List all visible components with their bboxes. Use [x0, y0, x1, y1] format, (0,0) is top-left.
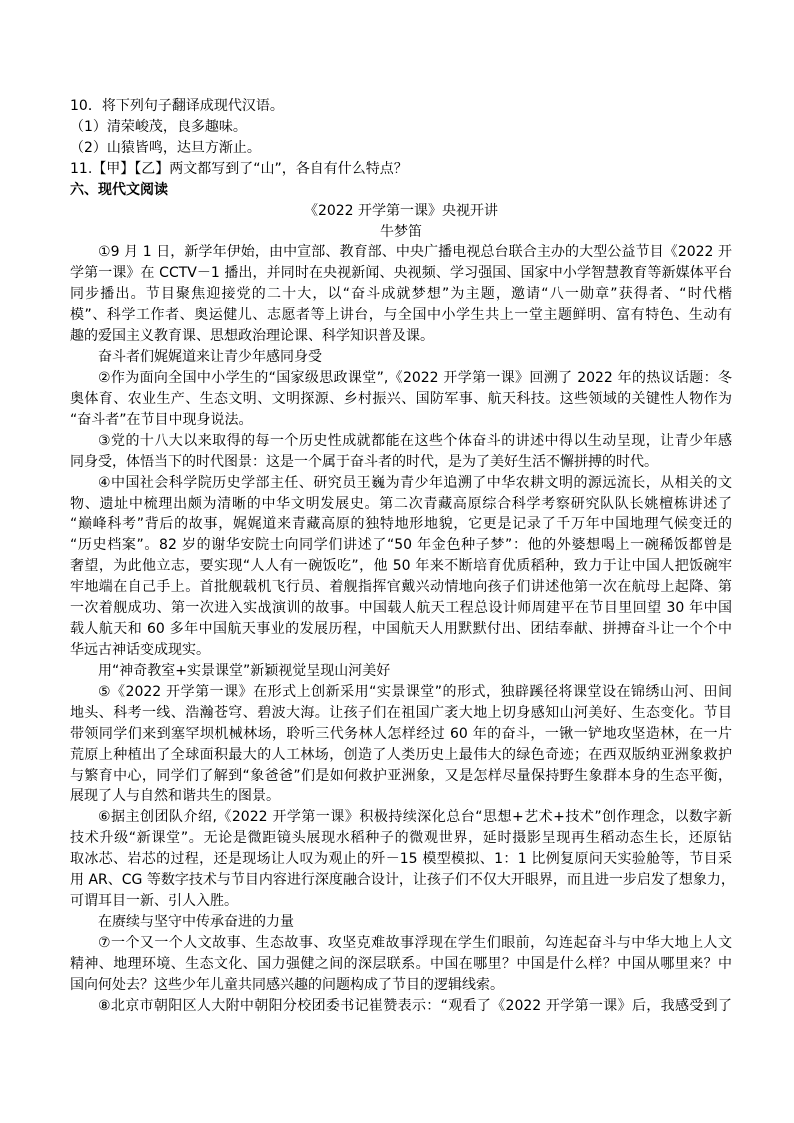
- article-paragraph: [70, 242, 732, 347]
- text-line: ③党的十八大以来取得的每一个历史性成就都能在这些个体奋斗的讲述中得以生动呈现，让青少年感: [98, 432, 732, 449]
- text-line: 用“神奇教室+实景课堂”新颖视觉呈现山河美好: [98, 662, 391, 679]
- text-line: ⑤《2022 开学第一课》在形式上创新采用“实景课堂”的形式，独辟蹊径将课堂设在锦绣山河、田间: [98, 683, 732, 700]
- article-paragraph: [70, 807, 735, 912]
- article-paragraph: [70, 368, 732, 431]
- text-line: 用 AR、CG 等数字技术与节目内容进行深度融合设计，让孩子们不仅大开眼界，而且进一步启发了想象力，: [70, 872, 735, 889]
- article-paragraph: [70, 473, 732, 661]
- text-line: 物、遗址中梳理出颇为清晰的中华文明发展史。第二次青藏高原综合科学考察研究队队长姚檀栋讲述了: [70, 495, 732, 512]
- text-line: 六、现代文阅读: [70, 181, 168, 198]
- question-item: [70, 159, 732, 180]
- article-paragraph: [70, 682, 732, 808]
- text-line: 《2022 开学第一课》央视开讲: [303, 202, 499, 219]
- text-line: 趣的爱国主义教育课、思想政治理论课、科学知识普及课。: [70, 328, 434, 345]
- text-line: 与繁育中心，同学们了解到“象爸爸”们是如何救护亚洲象，又是怎样尽量保持野生象群本身的生态平衡，: [70, 767, 732, 784]
- article-subheading: [70, 912, 732, 933]
- text-line: 10．将下列句子翻译成现代汉语。: [70, 98, 284, 114]
- text-line: （1）清荣峻茂，良多趣味。: [70, 118, 247, 135]
- text-line: 模”、科学工作者、奥运健儿、志愿者等上讲台，与全国中小学生共上一堂主题鲜明、富有特色、生动有: [70, 307, 732, 324]
- text-line: ⑥据主创团队介绍,《2022 开学第一课》积极持续深化总台“思想+艺术+技术”创作理念，以数字新: [98, 809, 732, 826]
- text-line: 学第一课》在 CCTV－1 播出，并同时在央视新闻、央视频、学习强国、国家中小学智慧教育等新媒体平台: [70, 265, 732, 282]
- text-line: ④中国社会科学院历史学部主任、研究员王巍为青少年追溯了中华农耕文明的源远流长，从相关的文: [98, 474, 732, 491]
- text-line: ⑧北京市朝阳区人大附中朝阳分校团委书记崔赞表示：“观看了《2022 开学第一课》后，我感受到了: [98, 997, 732, 1014]
- text-line: ②作为面向全国中小学生的“国家级思政课堂”,《2022 开学第一课》回溯了 2022 年的热议话题：冬: [98, 369, 732, 386]
- text-line: “历史档案”。82 岁的谢华安院士向同学们讲述了“50 年金色种子梦”：他的外婆想喝上一碗稀饭都曾是: [70, 537, 732, 554]
- text-line: 取冰芯、岩芯的过程，还是现场让人叹为观止的歼－15 模型模拟、1：1 比例复原问天实验舱等，节目采: [70, 851, 732, 868]
- text-line: 可谓耳目一新、引人入胜。: [70, 893, 238, 910]
- text-line: 技术升级“新课堂”。无论是微距镜头展现水稻种子的微观世界，延时摄影呈现再生稻动态生长，还原钻: [70, 830, 732, 847]
- text-line: ⑦一个又一个人文故事、生态故事、攻坚克难故事浮现在学生们眼前，勾连起奋斗与中华大地上人文: [98, 934, 732, 951]
- section-heading: [70, 180, 732, 201]
- question-item: [70, 138, 732, 159]
- article-paragraph: [70, 431, 732, 473]
- text-line: 牛梦笛: [380, 223, 422, 240]
- text-line: （2）山猿皆鸣，达旦方渐止。: [70, 139, 261, 156]
- text-line: “巅峰科考”背后的故事，娓娓道来青藏高原的独特地形地貌，它更是记录了千万年中国地理气候变迁的: [70, 516, 732, 533]
- text-line: 奢望，为此他立志，要实现“人人有一碗饭吃”，他 50 年来不断培育优质稻种，致力于让中国人把饭碗牢: [70, 558, 732, 575]
- text-line: 奋斗者们娓娓道来让青少年感同身受: [98, 349, 322, 366]
- text-line: “奋斗者”在节目中现身说法。: [70, 411, 253, 428]
- text-line: 在赓续与坚守中传承奋进的力量: [98, 913, 294, 930]
- text-line: 一次着舰成功、第一次进入实战演训的故事。中国载人航天工程总设计师周建平在节目里回望 30 年中国: [70, 600, 732, 617]
- text-line: 同身受，体悟当下的时代图景：这是一个属于奋斗者的时代，是为了美好生活不懈拼搏的时代。: [70, 453, 658, 470]
- text-line: 同步播出。节目聚焦迎接党的二十大，以“奋斗成就梦想”为主题，邀请“八一勋章”获得者、“时代楷: [70, 286, 732, 303]
- article-subheading: [70, 347, 732, 368]
- article-subheading: [70, 661, 732, 682]
- text-line: 11.【甲】【乙】两文都写到了“山”，各自有什么特点？: [70, 160, 408, 177]
- text-line: 荒原上种植出了全球面积最大的人工林场，创造了人类历史上最伟大的绿色奇迹；在西双版纳亚洲象救护: [70, 746, 732, 763]
- article-title: [70, 201, 732, 222]
- question-item: [70, 96, 732, 117]
- article-paragraph: [70, 996, 732, 1017]
- text-line: 精神、地理环境、生态文化、国力强健之间的深层联系。中国在哪里？中国是什么样？中国从哪里来？中: [70, 955, 732, 972]
- text-line: 地头、科考一线、浩瀚苍穹、碧波大海。让孩子们在祖国广袤大地上切身感知山河美好、生态变化。节目: [70, 704, 732, 721]
- text-line: 牢地端在自己手上。首批舰载机飞行员、着舰指挥官戴兴动情地向孩子们讲述他第一次在航母上起降、第: [70, 579, 732, 596]
- text-line: 华远古神话变成现实。: [70, 641, 210, 658]
- text-line: 载人航天和 60 多年中国航天事业的发展历程，中国航天人用默默付出、团结奉献、拼搏奋斗让一个个中: [70, 621, 732, 638]
- article-author: [70, 222, 732, 243]
- text-line: ①9 月 1 日，新学年伊始，由中宣部、教育部、中央广播电视总台联合主办的大型公益节目《2022 开: [98, 244, 732, 261]
- text-line: 展现了人与自然和谐共生的图景。: [70, 788, 280, 805]
- article-paragraph: [70, 933, 732, 996]
- text-line: 国向何处去？这些少年儿童共同感兴趣的问题构成了节目的逻辑线索。: [70, 976, 504, 993]
- document-page: [70, 96, 735, 1017]
- question-item: [70, 117, 732, 138]
- text-line: 带领同学们来到塞罕坝机械林场，聆听三代务林人怎样经过 60 年的奋斗，一锹一铲地攻坚造林，在一片: [70, 725, 732, 742]
- text-line: 奥体育、农业生产、生态文明、文明探源、乡村振兴、国防军事、航天科技。这些领域的关键性人物作为: [70, 390, 732, 407]
